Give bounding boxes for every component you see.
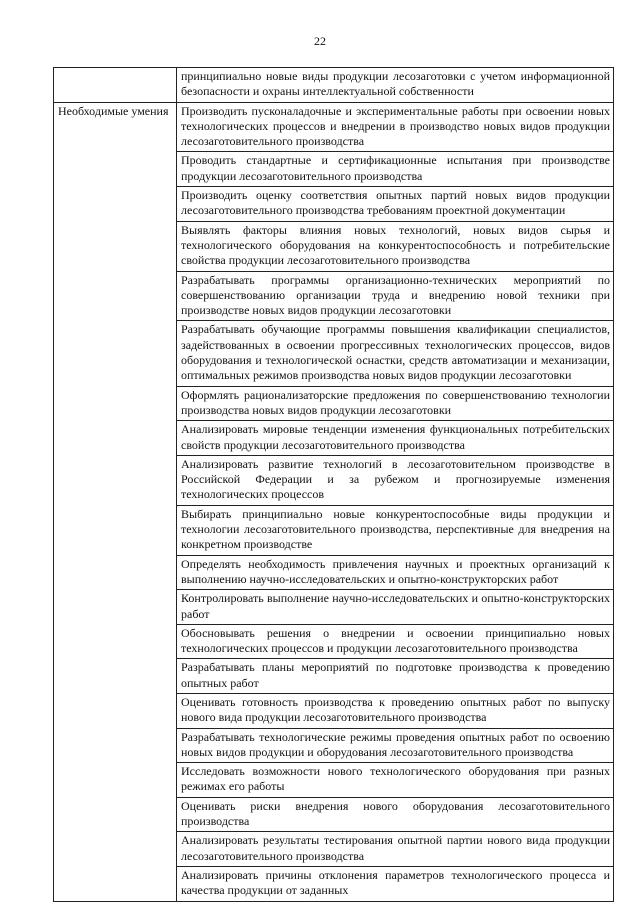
skill-cell: Оценивать риски внедрения нового оборудования лесозаготовительного производства (177, 797, 614, 832)
section-label: Необходимые умения (54, 102, 177, 901)
skill-cell: Разрабатывать программы организационно-технических мероприятий по совершенствованию организации труда и внедрению новой техники при производстве новых видов продукции лесозаготовки (177, 271, 614, 321)
skill-cell: Разрабатывать технологические режимы проведения опытных работ по освоению новых видов продукции и оборудования лесозаготовительного производства (177, 728, 614, 763)
skill-cell: Исследовать возможности нового технологического оборудования при разных режимах его работы (177, 763, 614, 798)
skill-cell: Разрабатывать планы мероприятий по подготовке производства к проведению опытных работ (177, 659, 614, 694)
page-number: 22 (314, 34, 326, 48)
skills-table (53, 67, 614, 902)
empty-label-cell (54, 68, 177, 103)
skill-cell: Оформлять рационализаторские предложения по совершенствованию технологии производства новых видов продукции лесозаготовки (177, 386, 614, 421)
table-row (54, 102, 614, 152)
table-row (54, 68, 614, 103)
skill-cell: Производить оценку соответствия опытных партий новых видов продукции лесозаготовительного производства требованиям проектной документации (177, 187, 614, 222)
skill-cell: Выявлять факторы влияния новых технологий, новых видов сырья и технологического оборудования на конкурентоспособность и потребительские свойства продукции лесозаготовительного производства (177, 221, 614, 271)
skill-cell: Анализировать причины отклонения параметров технологического процесса и качества продукции от заданных (177, 866, 614, 901)
skill-cell: Оценивать готовность производства к проведению опытных работ по выпуску нового вида продукции лесозаготовительного производства (177, 693, 614, 728)
skill-cell: Анализировать мировые тенденции изменения функциональных потребительских свойств продукции лесозаготовительного производства (177, 421, 614, 456)
skill-cell: Проводить стандартные и сертификационные испытания при производстве продукции лесозаготовительного производства (177, 152, 614, 187)
continuation-cell: принципиально новые виды продукции лесозаготовки с учетом информационной безопасности и охраны интеллектуальной собственности (177, 68, 614, 103)
skill-cell: Обосновывать решения о внедрении и освоении принципиально новых технологических процессов и продукции лесозаготовительного производства (177, 624, 614, 659)
skill-cell: Анализировать развитие технологий в лесозаготовительном производстве в Российской Федерации и за рубежом и прогнозируемые изменения технологических процессов (177, 455, 614, 505)
skill-cell: Определять необходимость привлечения научных и проектных организаций к выполнению научно-исследовательских и опытно-конструкторских работ (177, 555, 614, 590)
skill-cell: Анализировать результаты тестирования опытной партии нового вида продукции лесозаготовительного производства (177, 832, 614, 867)
skill-cell: Контролировать выполнение научно-исследовательских и опытно-конструкторских работ (177, 590, 614, 625)
skill-cell: Выбирать принципиально новые конкурентоспособные виды продукции и технологии лесозаготовительного производства, перспективные для внедрения на конкретном производстве (177, 505, 614, 555)
skill-cell: Разрабатывать обучающие программы повышения квалификации специалистов, задействованных в освоении прогрессивных технологических процессов, видов оборудования и технологической оснастки, средств автоматизации и механизации, оптимальных режимов производства новых видов продукции лесозаготовки (177, 321, 614, 386)
skill-cell: Производить пусконаладочные и экспериментальные работы при освоении новых технологических процессов и внедрении в производство новых видов продукции лесозаготовительного производства (177, 102, 614, 152)
